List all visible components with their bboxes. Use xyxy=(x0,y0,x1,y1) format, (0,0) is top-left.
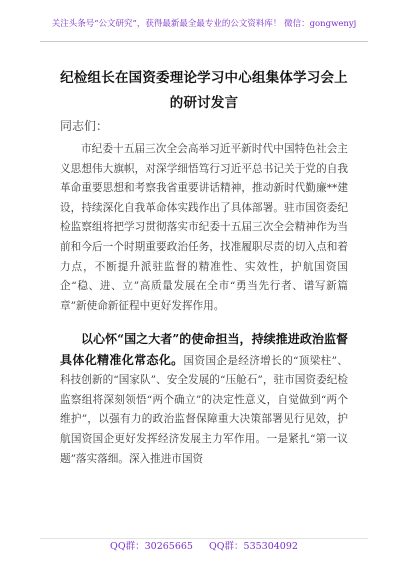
footer-divider xyxy=(40,538,368,539)
document-title: 纪检组长在国资委理论学习中心组集体学习会上的研讨发言 xyxy=(60,70,348,111)
section-body: 国资国企是经济增长的“顶梁柱”、科技创新的“国家队”、安全发展的“压舱石”，驻市国资委纪检监察组将深刻领悟“两个确立”的决定性意义，自觉做到“两个维护”，以强有力的政治监督保障重大决策部署见行见效，护航国资国企更好发挥经济发展主力军作用。一是紧扎“第一议题”落实落细。深入推进市国资 xyxy=(60,354,348,465)
salutation: 同志们： xyxy=(60,119,109,133)
header-notice: 关注头条号“公文研究”，获得最新最全最专业的公文资料库！ 微信：gongwenyj xyxy=(51,19,357,29)
header-divider xyxy=(40,41,368,42)
footer-qq-group-1: QQ群：30265665 xyxy=(110,541,193,552)
body-paragraph: 市纪委十五届三次全会高举习近平新时代中国特色社会主义思想伟大旗帜，对深学细悟笃行习近平总书记关于党的自我革命重要思想和考察我省重要讲话精神，推动新时代勤廉**建设，持续深化自我革命体实践作出了具体部署。驻市国资委纪检监察组将把学习贯彻落实市纪委十五届三次全会精神作为当前和今后一个时期重要政治任务，找准履职尽责的切入点和着力点，不断提升派驻监督的精准性、实效性，护航国资国企“稳、进、立”高质量发展在全市“勇当先行者、谱写新篇章”新使命新征程中更好发挥作用。 xyxy=(60,143,348,312)
section-paragraph xyxy=(60,330,348,469)
section-heading: 以心怀“国之大者”的使命担当，持续推进政治监督具体化精准化常态化。 xyxy=(60,332,348,367)
footer xyxy=(40,540,368,554)
footer-qq-group-2: QQ群：535304092 xyxy=(208,541,298,552)
